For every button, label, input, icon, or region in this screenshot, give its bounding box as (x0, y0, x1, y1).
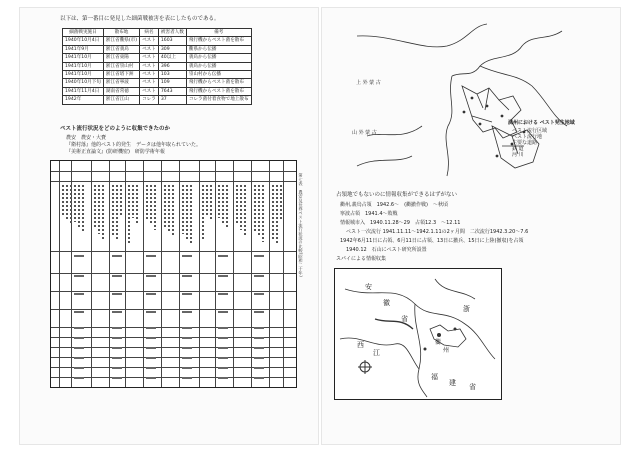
dense-text-mark (254, 311, 264, 313)
map-label: 徽 (383, 299, 390, 307)
table-cell: 衢県から伝播 (186, 45, 251, 53)
table-cell: 109 (158, 79, 186, 87)
table-cell: ペスト (140, 71, 159, 79)
table-cell: 1942年 (63, 96, 104, 104)
dense-text-mark (74, 255, 84, 257)
table-cell: 浙江省義烏 (103, 45, 139, 53)
river-line (435, 279, 475, 299)
dense-text-mark (218, 377, 228, 379)
dense-text-mark (120, 185, 122, 216)
grid-column-line (59, 161, 60, 387)
zhejiang-map-drawing (335, 269, 501, 399)
text-line: 衢州,義烏占領 1942.6〜 (衢撤作戦) 〜秋頃 (340, 202, 448, 208)
table-header: 細菌戦実施日 (63, 29, 104, 37)
table-cell: 飛行機からペスト菌を散布 (186, 87, 251, 95)
table-cell: 103 (158, 71, 186, 79)
dense-text-mark (74, 275, 84, 277)
legend-item: ペスト流行区域 (512, 128, 548, 134)
dense-text-mark (254, 347, 264, 349)
map-label: 安 (365, 283, 372, 291)
text-line: スパイによる情報収集 (336, 256, 387, 262)
province-border (415, 304, 427, 397)
table-cell: 1940年10月4日 (63, 37, 104, 45)
dense-text-mark (226, 185, 228, 228)
text-line: 占領地でもないのに情報収集ができるはずがない (336, 192, 458, 198)
table-cell: 義烏から伝播 (186, 54, 251, 62)
dense-text-mark (128, 185, 130, 243)
dense-text-mark (182, 377, 192, 379)
dense-text-mark (112, 327, 122, 329)
table-row (63, 71, 252, 79)
legend-item: 鉄 道 (512, 146, 524, 152)
side-caption: 第七表 農安及長春ペスト流行状況の比較(昭和二十年) (298, 173, 304, 277)
left-page (20, 8, 318, 444)
source-line-1: 農安 農安・大賚 (66, 135, 107, 141)
dense-text-mark (182, 275, 192, 277)
map-label: 上 外 蒙 古 (356, 80, 381, 86)
table-cell: ペスト (140, 54, 159, 62)
dense-text-mark (218, 337, 228, 339)
dense-text-mark (254, 377, 264, 379)
dense-text-mark (154, 185, 156, 230)
text-line: 1942年6月11日に占領、6月11日に占領、13日に撤兵、15日に上陸(撤収)を占領 (340, 238, 524, 244)
dense-text-mark (132, 185, 134, 218)
map-label: 浙 (463, 305, 470, 313)
text-line: 情報城市入 1940.11.28〜29 占領12.3 〜12.11 (340, 220, 461, 226)
table-cell: ペスト (140, 87, 159, 95)
dense-text-mark (254, 293, 264, 295)
dense-text-mark (62, 185, 64, 215)
table-cell: コレラ菌付着食物で地上散布 (186, 96, 251, 104)
text-line: ペスト一次流行 1941.11.11〜1942.1.11の2ヶ月間 二次流行1942.3.20〜7.6 (346, 229, 529, 235)
table-row (63, 62, 252, 70)
table-cell: ペスト (140, 37, 159, 45)
dense-text-mark (182, 255, 192, 257)
intro-text: 以下は、第一番目に発見した細菌戦被害を表にしたものである。 (60, 16, 220, 22)
dense-text-mark (146, 357, 156, 359)
dense-text-mark (218, 311, 228, 313)
map-label: 山 外 蒙 古 (352, 130, 377, 136)
dense-text-mark (146, 311, 156, 313)
dense-text-mark (182, 327, 192, 329)
dense-text-mark (78, 185, 80, 227)
map-label: 州 (443, 347, 450, 354)
table-cell: ペスト (140, 79, 159, 87)
table-cell: 396 (158, 62, 186, 70)
table-cell: 浙江省寧波 (103, 79, 139, 87)
border-line (452, 31, 562, 76)
dense-text-mark (218, 327, 228, 329)
table-header: 散布地 (103, 29, 139, 37)
map-legend (512, 128, 547, 158)
table-cell: 1940年10月下旬 (63, 79, 104, 87)
dense-text-mark (146, 367, 156, 369)
dense-text-mark (186, 185, 188, 239)
dense-text-mark (254, 367, 264, 369)
dense-text-mark (98, 185, 100, 234)
grid-column-line (269, 161, 270, 387)
dense-text-mark (74, 337, 84, 339)
grid-row-line (51, 171, 296, 172)
dense-text-mark (272, 185, 274, 239)
border-line (480, 66, 567, 126)
legend-item: 河 川 (512, 152, 524, 158)
table-cell: 40以上 (158, 54, 186, 62)
dense-text-mark (70, 185, 72, 225)
dense-text-mark (206, 185, 208, 216)
dense-text-mark (182, 185, 184, 234)
dense-text-mark (172, 185, 174, 237)
dense-text-mark (218, 357, 228, 359)
table-cell: 浙江省東陽 (103, 54, 139, 62)
dense-text-mark (202, 185, 204, 241)
table-cell: 1941年11月4日 (63, 87, 104, 95)
dense-text-mark (74, 327, 84, 329)
table-cell: ペスト (140, 62, 159, 70)
dense-text-mark (112, 337, 122, 339)
dense-text-mark (146, 347, 156, 349)
grid-row-line (51, 291, 296, 292)
table-cell: 浙江省江山 (103, 96, 139, 104)
damage-table (62, 28, 252, 105)
dense-text-mark (244, 185, 246, 235)
dense-text-mark (146, 327, 156, 329)
dense-text-mark (146, 255, 156, 257)
map-label: 建 (449, 379, 456, 387)
dense-text-mark (190, 185, 192, 244)
border-line (446, 76, 452, 176)
dense-text-mark (112, 357, 122, 359)
dense-text-mark (218, 293, 228, 295)
map-label: 省 (469, 383, 476, 391)
dense-text-mark (222, 185, 224, 223)
dense-text-mark (218, 275, 228, 277)
dense-text-mark (136, 185, 138, 223)
table-cell: 浙江省崇山村 (103, 62, 139, 70)
grid-column-line (233, 161, 234, 387)
table-cell: 浙江省衢県(市) (103, 37, 139, 45)
dense-text-mark (146, 337, 156, 339)
table-header: 被害者人数 (158, 29, 186, 37)
dense-text-mark (182, 337, 192, 339)
river-line (357, 156, 412, 166)
legend-item: 主要な道路 (512, 140, 538, 146)
grid-column-line (199, 161, 200, 387)
dense-text-mark (254, 255, 264, 257)
dense-text-mark (146, 185, 148, 220)
dense-text-mark (280, 185, 282, 219)
table-cell: 309 (158, 45, 186, 53)
dense-text-mark (74, 293, 84, 295)
table-cell: 飛行機からペスト菌を散布 (186, 37, 251, 45)
table-cell: 1941年10月 (63, 62, 104, 70)
grid-row-line (51, 181, 296, 182)
grid-column-line (125, 161, 126, 387)
section-heading: ペスト流行状況をどのように収集できたのか (60, 126, 171, 132)
map-label: 衢 (435, 339, 442, 346)
dense-text-mark (66, 185, 68, 220)
table-row (63, 54, 252, 62)
dense-text-mark (236, 185, 238, 225)
table-cell: 湖南省常徳 (103, 87, 139, 95)
grid-column-line (283, 161, 284, 387)
river-line (357, 24, 487, 47)
legend-item: ペスト流行地 (512, 134, 543, 140)
table-cell: 7643 (158, 87, 186, 95)
table-header: 病名 (140, 29, 159, 37)
source-line-3: 『美術正直論文』(防研機密) 研防学術年報 (66, 149, 165, 155)
table-header-row (63, 29, 252, 37)
dense-text-mark (218, 367, 228, 369)
dense-text-mark (112, 347, 122, 349)
dense-text-mark (146, 377, 156, 379)
dense-text-mark (74, 311, 84, 313)
grid-row-line (51, 309, 296, 310)
table-cell: コレラ (140, 96, 159, 104)
dense-text-mark (74, 185, 76, 222)
grid-row-line (51, 251, 296, 252)
dense-text-mark (146, 293, 156, 295)
dense-text-mark (182, 357, 192, 359)
dense-text-mark (112, 275, 122, 277)
table-cell: ペスト (140, 45, 159, 53)
dense-text-mark (210, 185, 212, 221)
dense-text-mark (276, 185, 278, 244)
table-cell: 37 (158, 96, 186, 104)
manchuria-map (352, 16, 582, 188)
grid-row-line (51, 273, 296, 274)
dense-text-mark (150, 185, 152, 225)
dense-text-mark (168, 185, 170, 232)
map-label: 江 (373, 349, 380, 357)
dense-text-mark (146, 275, 156, 277)
dense-text-mark (240, 185, 242, 230)
dense-text-mark (258, 185, 260, 237)
dense-text-mark (262, 185, 264, 242)
dense-text-mark (112, 377, 122, 379)
text-line: 1940.12 石山にペスト研究所設置 (346, 247, 427, 253)
dense-text-mark (254, 337, 264, 339)
table-row (63, 96, 252, 104)
grid-column-line (251, 161, 252, 387)
dense-text-mark (112, 293, 122, 295)
dense-text-mark (112, 255, 122, 257)
dense-text-mark (74, 367, 84, 369)
table-cell: 1603 (158, 37, 186, 45)
dense-text-mark (182, 367, 192, 369)
region-outline (472, 88, 509, 122)
text-line: 寧波占領 1941.4〜敗戦 (340, 211, 398, 217)
grid-column-line (161, 161, 162, 387)
dense-text-mark (218, 185, 220, 218)
table-row (63, 37, 252, 45)
dense-text-mark (94, 185, 96, 229)
table-cell: 浙江省塔下洲 (103, 71, 139, 79)
dense-text-mark (74, 347, 84, 349)
map-label: 福 (431, 373, 438, 381)
table-header: 備考 (186, 29, 251, 37)
table-row (63, 45, 252, 53)
dense-text-mark (182, 293, 192, 295)
right-page (322, 8, 620, 444)
table-row (63, 87, 252, 95)
grid-column-line (91, 161, 92, 387)
dense-text-mark (182, 347, 192, 349)
dense-text-mark (254, 185, 256, 232)
dense-text-mark (218, 347, 228, 349)
table-cell: 1941年10月 (63, 54, 104, 62)
map-label: 省 (401, 315, 408, 323)
table-cell: 崇山村から伝播 (186, 71, 251, 79)
zhejiang-map (334, 268, 502, 400)
dense-text-mark (112, 311, 122, 313)
plague-status-grid (50, 160, 297, 388)
dense-text-mark (254, 357, 264, 359)
dense-text-mark (254, 327, 264, 329)
grid-column-line (179, 161, 180, 387)
dense-text-mark (112, 367, 122, 369)
table-cell: 1941年10月 (63, 71, 104, 79)
dense-text-mark (116, 185, 118, 241)
dense-text-mark (182, 311, 192, 313)
dense-text-mark (74, 357, 84, 359)
dense-text-mark (112, 185, 114, 236)
dense-text-mark (82, 185, 84, 232)
grid-column-line (215, 161, 216, 387)
dense-text-mark (164, 185, 166, 227)
dense-text-mark (254, 275, 264, 277)
table-cell: 義烏から伝播 (186, 62, 251, 70)
grid-column-line (109, 161, 110, 387)
grid-column-line (143, 161, 144, 387)
dense-text-mark (102, 185, 104, 239)
dense-text-mark (74, 377, 84, 379)
source-line-2: 『衛村落』他的ペスト的発生 データは他年取られていた。 (66, 142, 202, 148)
table-cell: 飛行機からペスト菌を散布 (186, 79, 251, 87)
dense-text-mark (218, 255, 228, 257)
map-title: 満州における ペスト発生地域 (508, 120, 575, 126)
table-row (63, 79, 252, 87)
map-label: 西 (357, 341, 364, 349)
table-cell: 1941年9月 (63, 45, 104, 53)
